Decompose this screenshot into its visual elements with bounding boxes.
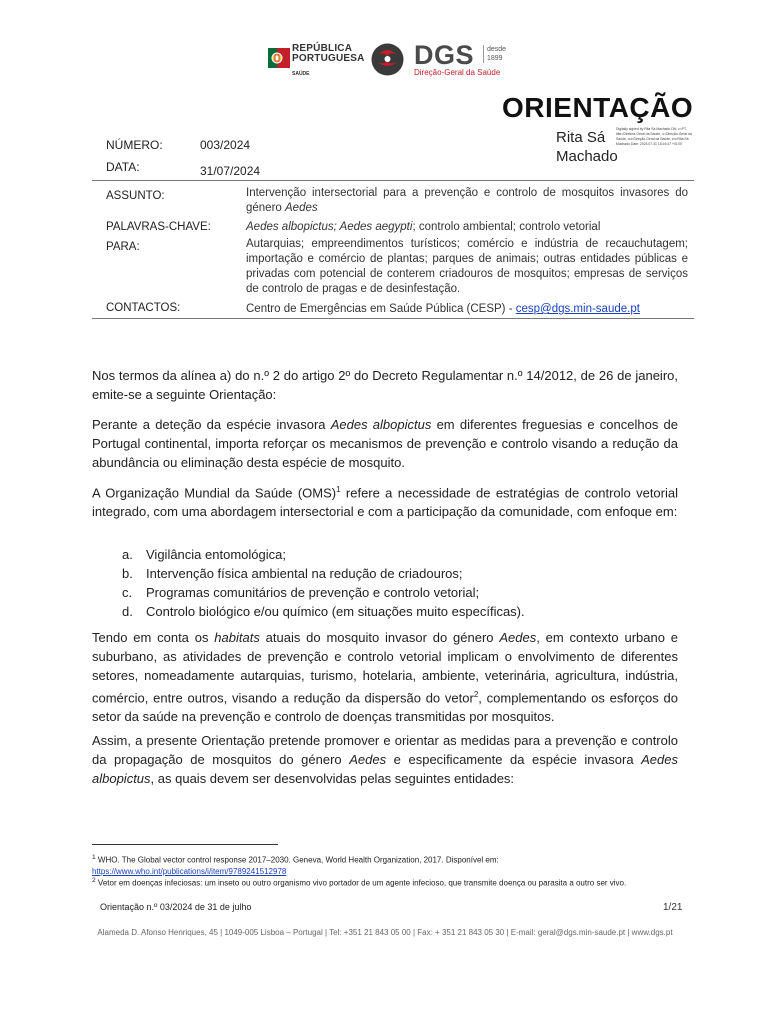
paragraph-4: Tendo em conta os habitats atuais do mosquito invasor do género Aedes, em contexto urbano e suburbano, as atividades de prevenção e controlo vetorial implicam o envolvimento de diferentes setores, nomeadamente autarquias, turismo, hotelaria, ambiente, veterinária, agricultura, indústria, comércio, entre outros, visando a redução da dispersão do vetor$^2$, complementando os esforços do setor da saúde na prevenção e controlo de doenças transmitidas por mosquitos. — [92, 630, 679, 725]
dgs-logo-text: DGS — [414, 40, 475, 70]
list-item: b. Intervenção física ambiental na redução de criadouros; — [122, 566, 463, 581]
data-value: 31/07/2024 — [200, 164, 261, 178]
dgs-logo-sub: Direção-Geral da Saúde — [414, 68, 501, 77]
contact-email-link[interactable]: cesp@dgs.min-saude.pt — [515, 303, 640, 315]
assunto-label: ASSUNTO: — [106, 190, 165, 202]
digital-signature-text: Digitally signed by Rita Sá Machado DN: c=PT, title=Diretora-Geral da Saúde, o=Direção-Geral da Saúde, ou=Direção-Geral da Saúde, cn=Rita Sá Machado Date: 2024.07.31 18:16:47 +01'00' — [616, 127, 692, 146]
who-link[interactable]: https://www.who.int/publications/i/item/9789241512978 — [92, 866, 287, 876]
palavras-chave-label: PALAVRAS-CHAVE: — [106, 221, 211, 233]
data-label: DATA: — [106, 160, 140, 174]
palavras-chave-value: Aedes albopictus; Aedes aegypti; controlo ambiental; controlo vetorial — [246, 221, 601, 233]
contactos-value: Centro de Emergências em Saúde Pública (CESP) - cesp@dgs.min-saude.pt — [246, 303, 640, 315]
list-item: d. Controlo biológico e/ou químico (em situações muito específicas). — [122, 604, 525, 619]
numero-label: NÚMERO: — [106, 138, 163, 152]
dgs-desde: desde 1899 — [483, 45, 506, 63]
footnote-rule — [92, 844, 278, 845]
document-title: ORIENTAÇÃO — [502, 92, 694, 123]
republica-portuguesa-logo — [268, 42, 363, 78]
header-rule-bottom — [92, 318, 694, 319]
rp-logo-text: REPÚBLICA PORTUGUESA — [292, 43, 365, 64]
rp-logo-sub: SAÚDE — [292, 71, 310, 77]
numero-value: 003/2024 — [200, 138, 251, 152]
assunto-value: Intervenção intersectorial para a prevenção e controlo de mosquitos invasores do género Aedes — [246, 187, 688, 214]
dgs-logo — [370, 40, 510, 82]
footnote-1: $^1$ WHO. The Global vector control response 2017–2030. Geneva, World Health Organization, 2017. Disponível em: https://www.who.int/publications/i/item/9789241512978 — [92, 854, 499, 876]
list-item: a. Vigilância entomológica; — [122, 547, 286, 562]
dgs-emblem-icon — [370, 42, 405, 77]
header-rule-top — [92, 180, 694, 181]
page-reference: Orientação n.º 03/2024 de 31 de julho — [100, 902, 252, 912]
signature-name: Rita Sá Machado — [556, 129, 618, 165]
para-value: Autarquias; empreendimentos turísticos; comércio e indústria de recauchutagem; importação e comércio de plantas; parques de animais; outras entidades públicas e privadas com potencial de conterem criadouros de mosquitos; empresas de serviços de controlo de pragas e de desinfestação. — [246, 238, 688, 295]
coat-of-arms-icon — [268, 44, 290, 72]
paragraph-3: A Organização Mundial da Saúde (OMS)$^1$ refere a necessidade de estratégias de controlo vetorial integrado, com uma abordagem intersectorial e com a participação da comunidade, com enfoque em: — [92, 485, 679, 520]
paragraph-1: Nos termos da alínea a) do n.º 2 do artigo 2º do Decreto Regulamentar n.º 14/2012, de 26 de janeiro, emite-se a seguinte Orientação: — [92, 368, 678, 402]
page-number: 1/21 — [663, 902, 683, 913]
strategy-list — [122, 545, 525, 621]
contactos-label: CONTACTOS: — [106, 302, 181, 314]
footnote-2: $^2$ Vetor em doenças infeciosas: um inseto ou outro organismo vivo portador de um agente infecioso, que transmite doença ou parasita a outro ser vivo. — [92, 877, 627, 888]
paragraph-2: Perante a deteção da espécie invasora Aedes albopictus em diferentes freguesias e concelhos de Portugal continental, importa reforçar os mecanismos de prevenção e controlo visando a redução da abundância ou eliminação desta espécie de mosquito. — [92, 417, 679, 470]
list-item: c. Programas comunitários de prevenção e controlo vetorial; — [122, 585, 480, 600]
para-label: PARA: — [106, 241, 140, 253]
paragraph-5: Assim, a presente Orientação pretende promover e orientar as medidas para a prevenção e controlo da propagação de mosquitos do género Aedes e especificamente da espécie invasora Aedes albopictus, as quais devem ser desenvolvidas pelas seguintes entidades: — [92, 733, 679, 786]
footer-address: Alameda D. Afonso Henriques, 45 | 1049-005 Lisboa – Portugal | Tel: +351 21 843 05 00 | Fax: + 351 21 843 05 30 | E-mail: geral@dgs.min-saude.pt | www.dgs.pt — [97, 928, 673, 937]
